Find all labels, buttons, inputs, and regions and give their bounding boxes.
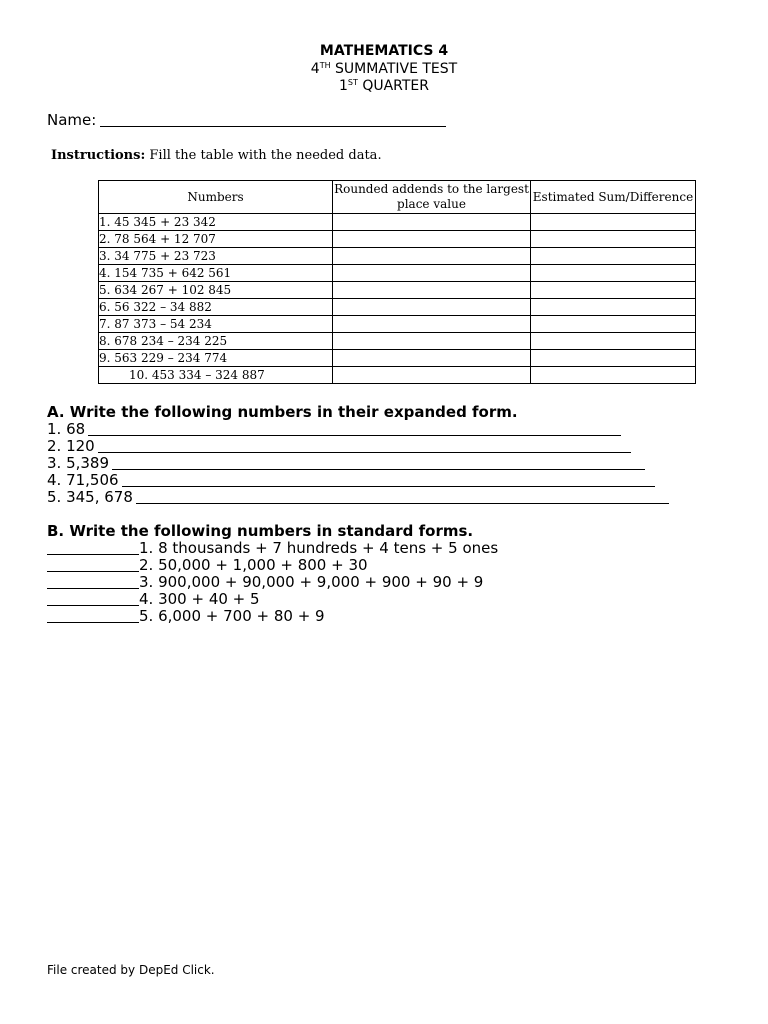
standard-item-1 xyxy=(47,540,498,557)
table-cell-rounded[interactable] xyxy=(333,214,531,231)
table-cell-numbers: 9. 563 229 – 234 774 xyxy=(99,350,333,367)
name-row xyxy=(47,111,446,129)
table-cell-estimate[interactable] xyxy=(531,282,696,299)
column-header-numbers: Numbers xyxy=(99,181,333,214)
expanded-item-label: 2. 120 xyxy=(47,437,95,455)
table-cell-numbers: 1. 45 345 + 23 342 xyxy=(99,214,333,231)
table-cell-rounded[interactable] xyxy=(333,350,531,367)
table-cell-estimate[interactable] xyxy=(531,214,696,231)
section-a-title: A. Write the following numbers in their expanded form. xyxy=(47,403,518,421)
table-cell-rounded[interactable] xyxy=(333,299,531,316)
answer-blank[interactable] xyxy=(47,541,139,555)
section-b-title: B. Write the following numbers in standard forms. xyxy=(47,522,474,540)
table-row xyxy=(99,299,696,316)
table-cell-rounded[interactable] xyxy=(333,316,531,333)
name-field[interactable] xyxy=(100,112,446,127)
instructions-label: Instructions: xyxy=(51,148,146,163)
quarter-ordinal: ST xyxy=(347,78,358,87)
answer-blank[interactable] xyxy=(47,575,139,589)
expanded-item-5 xyxy=(47,489,669,506)
standard-item-4 xyxy=(47,591,260,608)
expanded-item-1 xyxy=(47,421,621,438)
answer-blank[interactable] xyxy=(47,558,139,572)
expanded-item-4 xyxy=(47,472,655,489)
name-label: Name: xyxy=(47,111,97,129)
table-row xyxy=(99,214,696,231)
quarter-label: QUARTER xyxy=(357,78,430,94)
table-cell-rounded[interactable] xyxy=(333,282,531,299)
answer-line[interactable] xyxy=(98,439,631,453)
answer-line[interactable] xyxy=(112,456,645,470)
table-cell-estimate[interactable] xyxy=(531,316,696,333)
table-cell-estimate[interactable] xyxy=(531,265,696,282)
table-cell-numbers: 10. 453 334 – 324 887 xyxy=(99,367,333,384)
expanded-item-label: 1. 68 xyxy=(47,420,86,438)
table-cell-estimate[interactable] xyxy=(531,299,696,316)
standard-item-text: 4. 300 + 40 + 5 xyxy=(139,590,260,608)
test-label: SUMMATIVE TEST xyxy=(330,61,458,77)
standard-item-text: 5. 6,000 + 700 + 80 + 9 xyxy=(139,607,325,625)
table-cell-estimate[interactable] xyxy=(531,231,696,248)
table-cell-rounded[interactable] xyxy=(333,265,531,282)
answer-line[interactable] xyxy=(122,473,655,487)
table-cell-rounded[interactable] xyxy=(333,367,531,384)
expanded-item-label: 5. 345, 678 xyxy=(47,488,133,506)
table-cell-rounded[interactable] xyxy=(333,248,531,265)
standard-item-5 xyxy=(47,608,325,625)
table-cell-estimate[interactable] xyxy=(531,333,696,350)
table-row xyxy=(99,248,696,265)
table-row xyxy=(99,350,696,367)
instructions-text: Fill the table with the needed data. xyxy=(145,148,382,163)
table-cell-estimate[interactable] xyxy=(531,367,696,384)
table-row xyxy=(99,265,696,282)
standard-item-3 xyxy=(47,574,483,591)
answer-line[interactable] xyxy=(88,422,621,436)
quarter-subtitle xyxy=(0,78,768,95)
table-row xyxy=(99,231,696,248)
table-row xyxy=(99,282,696,299)
standard-item-text: 2. 50,000 + 1,000 + 800 + 30 xyxy=(139,556,368,574)
standard-item-text: 3. 900,000 + 90,000 + 9,000 + 900 + 90 + 9 xyxy=(139,573,484,591)
table-cell-estimate[interactable] xyxy=(531,350,696,367)
table-row xyxy=(99,333,696,350)
test-ordinal: TH xyxy=(319,61,331,70)
expanded-item-3 xyxy=(47,455,645,472)
standard-item-text: 1. 8 thousands + 7 hundreds + 4 tens + 5 ones xyxy=(139,539,499,557)
expanded-item-label: 3. 5,389 xyxy=(47,454,110,472)
table-cell-numbers: 5. 634 267 + 102 845 xyxy=(99,282,333,299)
table-cell-numbers: 3. 34 775 + 23 723 xyxy=(99,248,333,265)
answer-blank[interactable] xyxy=(47,609,139,623)
instructions xyxy=(51,148,382,164)
estimation-table xyxy=(98,180,696,384)
expanded-item-2 xyxy=(47,438,631,455)
table-cell-numbers: 8. 678 234 – 234 225 xyxy=(99,333,333,350)
table-header-row xyxy=(99,181,696,214)
test-number: 4 xyxy=(310,61,320,77)
table-cell-numbers: 2. 78 564 + 12 707 xyxy=(99,231,333,248)
table-cell-numbers: 4. 154 735 + 642 561 xyxy=(99,265,333,282)
table-row xyxy=(99,316,696,333)
test-subtitle xyxy=(0,61,768,78)
answer-blank[interactable] xyxy=(47,592,139,606)
expanded-item-label: 4. 71,506 xyxy=(47,471,119,489)
table-cell-estimate[interactable] xyxy=(531,248,696,265)
table-cell-numbers: 6. 56 322 – 34 882 xyxy=(99,299,333,316)
page-title: MATHEMATICS 4 xyxy=(319,43,449,59)
column-header-estimated: Estimated Sum/Difference xyxy=(531,181,696,214)
standard-item-2 xyxy=(47,557,368,574)
table-cell-numbers: 7. 87 373 – 54 234 xyxy=(99,316,333,333)
quarter-number: 1 xyxy=(338,78,348,94)
table-cell-rounded[interactable] xyxy=(333,333,531,350)
table-row xyxy=(99,367,696,384)
column-header-rounded: Rounded addends to the largest place value xyxy=(333,181,531,214)
answer-line[interactable] xyxy=(136,490,669,504)
footer-credit: File created by DepEd Click. xyxy=(47,963,215,977)
table-cell-rounded[interactable] xyxy=(333,231,531,248)
